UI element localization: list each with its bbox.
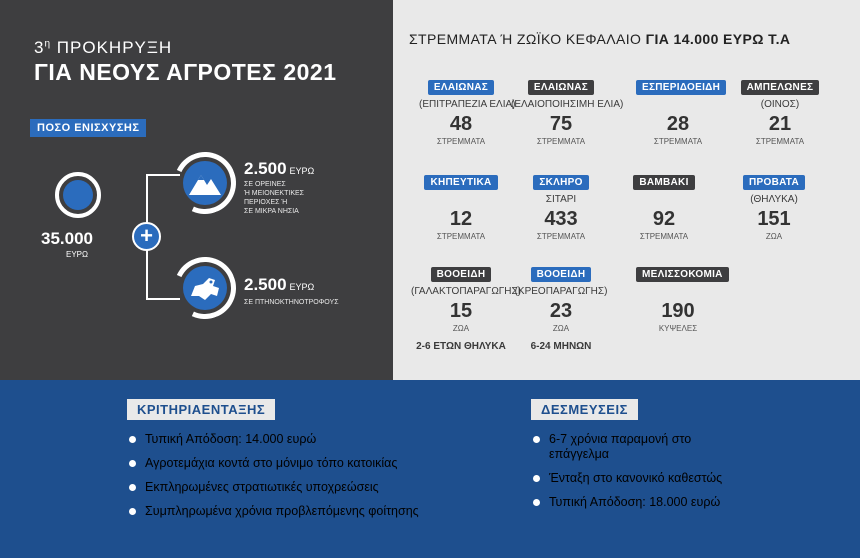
livestock-amount: 2.500 ΕΥΡΩ xyxy=(244,275,315,294)
category-value: 15 xyxy=(449,300,473,322)
category-subtitle: (ΓΑΛΑΚΤΟΠΑΡΑΓΩΓΗΣ) xyxy=(411,286,522,297)
category-value: 28 xyxy=(666,113,690,135)
category-subtitle: (ΕΛΑΙΟΠΟΙΗΣΙΜΗ ΕΛΙΑ) xyxy=(511,99,624,110)
main-amount-dot xyxy=(63,180,93,210)
grid-cell xyxy=(738,77,822,146)
category-subtitle: ΣΙΤΑΡΙ xyxy=(545,194,577,205)
category-badge: ΑΜΠΕΛΩΝΕΣ xyxy=(741,80,820,95)
list-item: Εκπληρωμένες στρατιωτικές υποχρεώσεις xyxy=(127,480,507,495)
category-badge: ΒΟΟΕΙΔΗ xyxy=(431,267,492,282)
support-amount-badge: ΠΟΣΟ ΕΝΙΣΧΥΣΗΣ xyxy=(30,119,146,137)
grid-cell xyxy=(419,172,503,241)
category-badge: ΕΛΑΙΩΝΑΣ xyxy=(428,80,494,95)
category-subtitle: (ΘΗΛΥΚΑ) xyxy=(750,194,798,205)
category-badge: ΕΛΑΙΩΝΑΣ xyxy=(528,80,594,95)
category-unit: ΣΤΡΕΜΜΑΤΑ xyxy=(653,137,703,146)
category-subtitle xyxy=(419,194,503,205)
category-badge: ΚΗΠΕΥΤΙΚΑ xyxy=(424,175,497,190)
list-item: Συμπληρωμένα χρόνια προβλεπόμενης φοίτησης xyxy=(127,504,507,519)
left-panel xyxy=(0,0,393,380)
category-value: 23 xyxy=(549,300,573,322)
mountain-amount: 2.500 ΕΥΡΩ xyxy=(244,159,315,178)
plus-icon: + xyxy=(132,222,161,251)
category-value: 433 xyxy=(544,208,578,230)
main-currency: ΕΥΡΩ xyxy=(66,250,88,259)
grid-cell xyxy=(636,264,723,333)
livestock-description: ΣΕ ΠΤΗΝΟΚΤΗΝΟΤΡΟΦΟΥΣ xyxy=(244,299,339,306)
category-badge: ΕΣΠΕΡΙΔΟΕΙΔΗ xyxy=(636,80,726,95)
list-item: Ένταξη στο κανονικό καθεστώς xyxy=(531,471,731,486)
category-unit: ΖΩΑ xyxy=(765,232,783,241)
category-subtitle xyxy=(622,194,706,205)
category-subtitle xyxy=(636,286,720,297)
category-value: 48 xyxy=(449,113,473,135)
category-unit: ΣΤΡΕΜΜΑΤΑ xyxy=(536,232,586,241)
category-unit: ΣΤΡΕΜΜΑΤΑ xyxy=(436,232,486,241)
category-value: 92 xyxy=(652,208,676,230)
category-badge: ΠΡΟΒΑΤΑ xyxy=(743,175,805,190)
grid-cell xyxy=(732,172,816,241)
criteria-list xyxy=(127,432,507,528)
category-note: 6-24 ΜΗΝΩΝ xyxy=(530,341,592,352)
category-note: 2-6 ΕΤΩΝ ΘΗΛΥΚΑ xyxy=(416,341,506,352)
category-badge: ΜΕΛΙΣΣΟΚΟΜΙΑ xyxy=(636,267,729,282)
grid-cell xyxy=(511,77,624,146)
grid-cell xyxy=(519,172,603,241)
page-title: ΓΙΑ ΝΕΟΥΣ ΑΓΡΟΤΕΣ 2021 xyxy=(34,59,337,85)
category-value: 151 xyxy=(757,208,791,230)
category-badge: ΒΑΜΒΑΚΙ xyxy=(633,175,694,190)
list-item: Αγροτεμάχια κοντά στο μόνιμο τόπο κατοικίας xyxy=(127,456,507,471)
commitments-list xyxy=(531,432,731,519)
grid-cell xyxy=(419,77,516,146)
grid-cell xyxy=(622,172,706,241)
criteria-title: ΚΡΙΤΗΡΙΑΕΝΤΑΞΗΣ xyxy=(127,399,275,420)
mountain-description: ΣΕ ΟΡΕΙΝΕΣ Ή ΜΕΙΟΝΕΚΤΙΚΕΣ ΠΕΡΙΟΧΕΣ Ή ΣΕ ΜΙΚΡΑ ΝΗΣΙΑ xyxy=(244,181,304,215)
category-badge: ΣΚΛΗΡΟ xyxy=(533,175,588,190)
category-unit: ΣΤΡΕΜΜΑΤΑ xyxy=(536,137,586,146)
main-amount: 35.000 xyxy=(41,229,93,248)
category-value: 12 xyxy=(449,208,473,230)
grid-cell xyxy=(511,264,611,352)
grid-cell xyxy=(636,77,720,146)
stremmata-title: ΣΤΡΕΜΜΑΤΑ Ή ΖΩΪΚΟ ΚΕΦΑΛΑΙΟ ΓΙΑ 14.000 ΕΥΡΩ Τ.Α xyxy=(409,31,791,47)
title-edition: $3^\eta$ ΠΡΟΚΗΡΥΞΗ xyxy=(34,38,173,57)
category-value: 190 xyxy=(661,300,695,322)
category-unit: ΚΥΨΕΛΕΣ xyxy=(658,324,698,333)
category-unit: ΖΩΑ xyxy=(452,324,470,333)
category-unit: ΣΤΡΕΜΜΑΤΑ xyxy=(639,232,689,241)
category-badge: ΒΟΟΕΙΔΗ xyxy=(531,267,592,282)
category-subtitle: (ΚΡΕΟΠΑΡΑΓΩΓΗΣ) xyxy=(514,286,608,297)
category-value: 21 xyxy=(768,113,792,135)
category-subtitle: (ΟΙΝΟΣ) xyxy=(760,99,800,110)
category-subtitle xyxy=(636,99,720,110)
list-item: 6-7 χρόνια παραμονή στο επάγγελμα xyxy=(531,432,731,462)
grid-cell xyxy=(411,264,522,352)
list-item: Τυπική Απόδοση: 14.000 ευρώ xyxy=(127,432,507,447)
category-unit: ΣΤΡΕΜΜΑΤΑ xyxy=(436,137,486,146)
list-item: Τυπική Απόδοση: 18.000 ευρώ xyxy=(531,495,731,510)
goat-icon xyxy=(183,266,227,310)
mountain-icon xyxy=(183,161,227,205)
category-unit: ΖΩΑ xyxy=(552,324,570,333)
category-subtitle: (ΕΠΙΤΡΑΠΕΖΙΑ ΕΛΙΑ) xyxy=(419,99,516,110)
category-value: 75 xyxy=(549,113,573,135)
commitments-title: ΔΕΣΜΕΥΣΕΙΣ xyxy=(531,399,638,420)
category-unit: ΣΤΡΕΜΜΑΤΑ xyxy=(755,137,805,146)
